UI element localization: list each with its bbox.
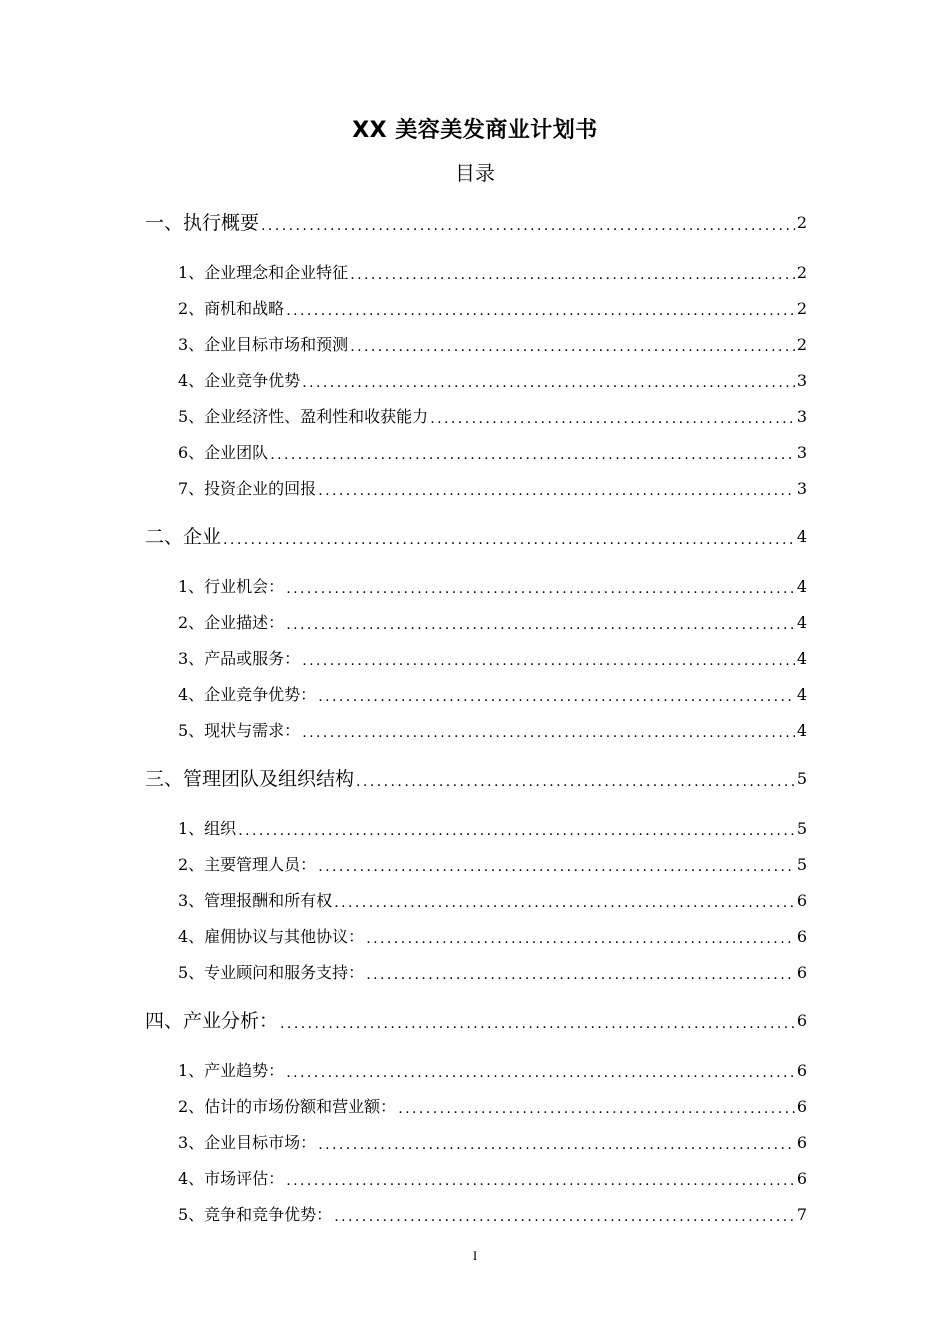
toc-subsection-entry[interactable] (178, 1203, 807, 1227)
toc-entry-label: 4、雇佣协议与其他协议： (178, 927, 365, 946)
toc-entry-label: 3、企业目标市场： (178, 1133, 317, 1152)
toc-dot-leader (286, 301, 795, 321)
toc-subsection-entry[interactable] (178, 853, 807, 877)
toc-entry-page-number: 6 (796, 1011, 807, 1030)
toc-entry-label: 3、企业目标市场和预测 (178, 335, 349, 354)
toc-entry-page-number: 6 (796, 1097, 807, 1116)
toc-entry-label: 1、企业理念和企业特征 (178, 263, 349, 282)
toc-subsection-entry[interactable] (178, 961, 807, 985)
toc-subsection-entry[interactable] (178, 925, 807, 949)
toc-entry-label: 5、专业顾问和服务支持： (178, 963, 365, 982)
toc-dot-leader (430, 409, 795, 429)
toc-subsection-entry[interactable] (178, 333, 807, 357)
toc-dot-leader (356, 772, 795, 792)
toc-entry-label: 1、组织 (178, 819, 237, 838)
toc-subsection-entry[interactable] (178, 611, 807, 635)
toc-subsection-entry[interactable] (178, 817, 807, 841)
toc-subsection-entry[interactable] (178, 1059, 807, 1083)
toc-dot-leader (318, 687, 795, 707)
toc-subsection-entry[interactable] (178, 1167, 807, 1191)
toc-dot-leader (366, 965, 795, 985)
toc-entry-label: 2、商机和战略 (178, 299, 285, 318)
toc-subsection-entry[interactable] (178, 477, 807, 501)
toc-entry-page-number: 4 (796, 649, 807, 668)
toc-subsection-entry[interactable] (178, 297, 807, 321)
toc-subsection-entry[interactable] (178, 369, 807, 393)
toc-dot-leader (223, 530, 795, 550)
toc-entry-page-number: 4 (796, 721, 807, 740)
toc-entry-page-number: 6 (796, 963, 807, 982)
toc-entry-page-number: 2 (796, 299, 807, 318)
toc-dot-leader (398, 1099, 795, 1119)
toc-subsection-entry[interactable] (178, 889, 807, 913)
toc-entry-page-number: 5 (796, 855, 807, 874)
toc-dot-leader (261, 216, 795, 236)
toc-subsection-entry[interactable] (178, 683, 807, 707)
toc-heading: 目录 (455, 161, 495, 185)
toc-subsection-entry[interactable] (178, 261, 807, 285)
toc-dot-leader (280, 1014, 795, 1034)
toc-dot-leader (366, 929, 795, 949)
toc-entry-label: 7、投资企业的回报 (178, 479, 317, 498)
toc-subsection-entry[interactable] (178, 1131, 807, 1155)
toc-section-entry[interactable] (145, 766, 807, 792)
toc-entry-label: 二、企业 (145, 526, 222, 548)
toc-entry-page-number: 5 (796, 819, 807, 838)
toc-section-entry[interactable] (145, 210, 807, 236)
toc-entry-page-number: 2 (796, 263, 807, 282)
toc-subsection-entry[interactable] (178, 575, 807, 599)
toc-entry-label: 5、现状与需求： (178, 721, 301, 740)
toc-dot-leader (238, 821, 795, 841)
toc-entry-label: 4、企业竞争优势 (178, 371, 301, 390)
toc-entry-page-number: 6 (796, 927, 807, 946)
toc-entry-label: 三、管理团队及组织结构 (145, 768, 355, 790)
toc-section-entry[interactable] (145, 1008, 807, 1034)
toc-dot-leader (302, 723, 795, 743)
toc-entry-label: 2、企业描述： (178, 613, 285, 632)
toc-subsection-entry[interactable] (178, 441, 807, 465)
toc-subsection-entry[interactable] (178, 647, 807, 671)
toc-entry-label: 5、竞争和竞争优势： (178, 1205, 333, 1224)
toc-dot-leader (302, 651, 795, 671)
toc-dot-leader (270, 445, 795, 465)
toc-entry-page-number: 4 (796, 527, 807, 546)
toc-dot-leader (318, 481, 795, 501)
toc-section-entry[interactable] (145, 524, 807, 550)
page-number: I (472, 1248, 478, 1263)
toc-entry-label: 四、产业分析： (145, 1010, 279, 1032)
toc-entry-page-number: 4 (796, 613, 807, 632)
toc-dot-leader (302, 373, 795, 393)
toc-entry-page-number: 6 (796, 1169, 807, 1188)
toc-dot-leader (350, 337, 795, 357)
toc-entry-label: 3、管理报酬和所有权 (178, 891, 333, 910)
toc-entry-label: 3、产品或服务： (178, 649, 301, 668)
toc-entry-label: 5、企业经济性、盈利性和收获能力 (178, 407, 429, 426)
toc-dot-leader (286, 1063, 795, 1083)
toc-entry-label: 1、行业机会： (178, 577, 285, 596)
toc-entry-page-number: 3 (796, 371, 807, 390)
toc-dot-leader (318, 857, 795, 877)
toc-dot-leader (334, 1207, 795, 1227)
toc-entry-label: 2、估计的市场份额和营业额： (178, 1097, 397, 1116)
toc-subsection-entry[interactable] (178, 719, 807, 743)
toc-entry-page-number: 2 (796, 213, 807, 232)
toc-entry-label: 4、市场评估： (178, 1169, 285, 1188)
toc-entry-page-number: 7 (796, 1205, 807, 1224)
toc-entry-page-number: 2 (796, 335, 807, 354)
toc-entry-page-number: 6 (796, 1133, 807, 1152)
toc-entry-page-number: 3 (796, 479, 807, 498)
toc-entry-page-number: 4 (796, 577, 807, 596)
toc-dot-leader (286, 579, 795, 599)
toc-dot-leader (318, 1135, 795, 1155)
toc-dot-leader (286, 1171, 795, 1191)
toc-entry-page-number: 3 (796, 407, 807, 426)
toc-entry-label: 一、执行概要 (145, 212, 260, 234)
toc-subsection-entry[interactable] (178, 405, 807, 429)
toc-entry-page-number: 3 (796, 443, 807, 462)
toc-entry-label: 1、产业趋势： (178, 1061, 285, 1080)
toc-entry-label: 6、企业团队 (178, 443, 269, 462)
toc-entry-page-number: 4 (796, 685, 807, 704)
toc-entry-label: 4、企业竞争优势： (178, 685, 317, 704)
document-title: XX 美容美发商业计划书 (352, 118, 598, 143)
toc-dot-leader (286, 615, 795, 635)
toc-entry-label: 2、主要管理人员： (178, 855, 317, 874)
toc-subsection-entry[interactable] (178, 1095, 807, 1119)
toc-dot-leader (334, 893, 795, 913)
toc-entry-page-number: 6 (796, 891, 807, 910)
toc-dot-leader (350, 265, 795, 285)
toc-entry-page-number: 5 (796, 769, 807, 788)
toc-entry-page-number: 6 (796, 1061, 807, 1080)
